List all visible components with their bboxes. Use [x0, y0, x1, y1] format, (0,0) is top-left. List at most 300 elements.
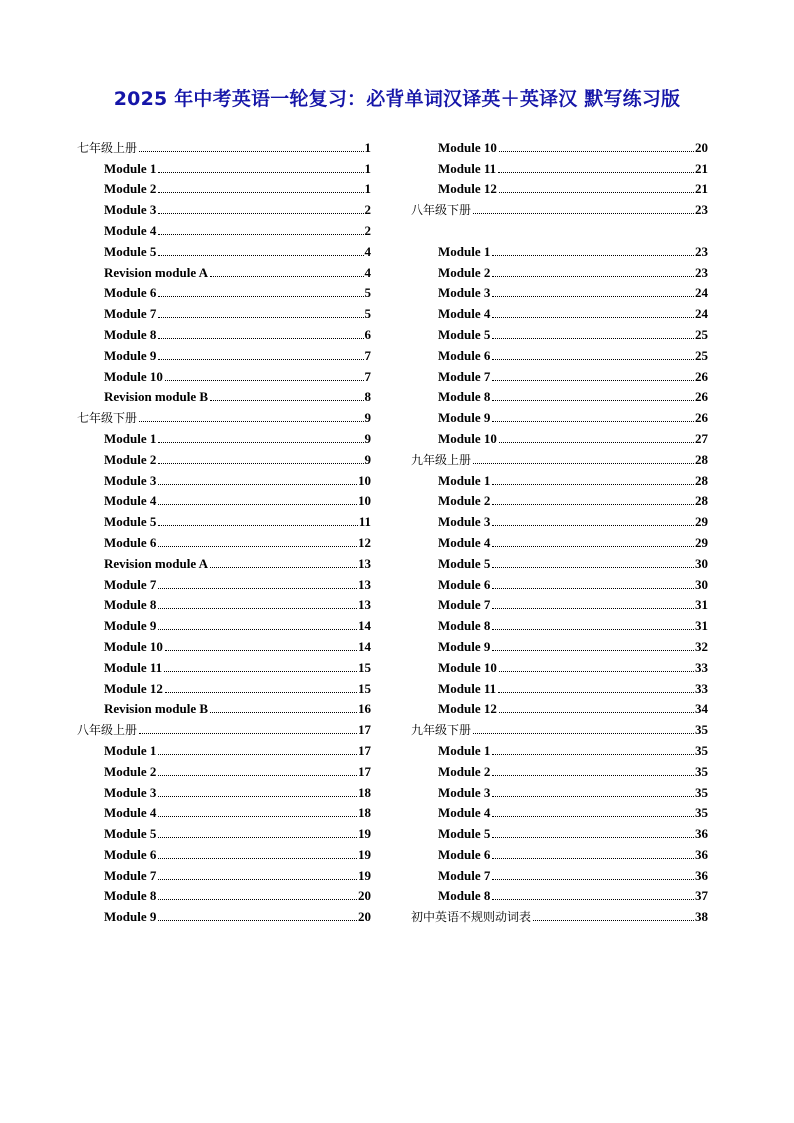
- toc-page-number: 4: [364, 243, 371, 259]
- toc-entry-label: Module 8: [104, 888, 157, 904]
- toc-dot-leader: [492, 837, 694, 838]
- toc-page-number: 13: [358, 576, 371, 592]
- toc-page-number: 2: [364, 202, 371, 218]
- toc-module-entry[interactable]: [77, 800, 371, 821]
- toc-left-column: [77, 134, 371, 924]
- toc-dot-leader: [158, 463, 363, 464]
- toc-dot-leader: [492, 296, 694, 297]
- toc-dot-leader: [158, 754, 357, 755]
- toc-entry-label: 九年级上册: [411, 452, 472, 467]
- toc-entry-label: Module 3: [438, 514, 491, 530]
- toc-section-entry[interactable]: [411, 716, 708, 737]
- toc-dot-leader: [158, 546, 357, 547]
- toc-page-number: 11: [358, 514, 371, 530]
- toc-entry-label: Module 7: [438, 867, 491, 883]
- toc-dot-leader: [499, 151, 694, 152]
- toc-dot-leader: [158, 858, 357, 859]
- toc-dot-leader: [473, 213, 694, 214]
- toc-module-entry[interactable]: [411, 779, 708, 800]
- toc-page-number: 12: [358, 534, 371, 550]
- toc-module-entry[interactable]: [411, 425, 708, 446]
- toc-module-entry[interactable]: [411, 529, 708, 550]
- toc-dot-leader: [158, 255, 363, 256]
- toc-module-entry[interactable]: [77, 883, 371, 904]
- toc-page-number: 37: [695, 888, 708, 904]
- toc-dot-leader: [492, 359, 694, 360]
- toc-page-number: 9: [364, 451, 371, 467]
- toc-section-entry[interactable]: [77, 716, 371, 737]
- toc-entry-label: Module 5: [104, 514, 157, 530]
- toc-dot-leader: [164, 671, 357, 672]
- toc-dot-leader: [210, 712, 357, 713]
- toc-page-number: 17: [358, 763, 371, 779]
- toc-dot-leader: [473, 463, 694, 464]
- toc-dot-leader: [158, 879, 357, 880]
- toc-module-entry[interactable]: [77, 425, 371, 446]
- toc-section-entry[interactable]: [77, 134, 371, 155]
- toc-module-entry[interactable]: [411, 176, 708, 197]
- toc-entry-label: Module 2: [104, 451, 157, 467]
- toc-module-entry[interactable]: [77, 300, 371, 321]
- toc-module-entry[interactable]: [411, 675, 708, 696]
- toc-module-entry[interactable]: [411, 280, 708, 301]
- toc-page-number: 23: [695, 243, 708, 259]
- toc-dot-leader: [492, 567, 694, 568]
- toc-module-entry[interactable]: [411, 820, 708, 841]
- toc-page-number: 1: [364, 160, 371, 176]
- toc-dot-leader: [492, 504, 694, 505]
- toc-module-entry[interactable]: [411, 862, 708, 883]
- toc-dot-leader: [165, 650, 357, 651]
- toc-entry-label: Module 6: [438, 347, 491, 363]
- toc-module-entry[interactable]: [77, 508, 371, 529]
- toc-entry-label: Module 10: [438, 659, 497, 675]
- toc-entry-label: Module 7: [104, 306, 157, 322]
- toc-page-number: 19: [358, 867, 371, 883]
- toc-entry-label: 八年级下册: [411, 203, 472, 218]
- toc-dot-leader: [139, 151, 363, 152]
- toc-module-entry[interactable]: [77, 155, 371, 176]
- toc-page-number: 35: [695, 742, 708, 758]
- toc-section-entry[interactable]: [411, 446, 708, 467]
- toc-module-entry[interactable]: [411, 467, 708, 488]
- toc-entry-label: Module 2: [104, 763, 157, 779]
- toc-dot-leader: [492, 879, 694, 880]
- toc-dot-leader: [139, 733, 357, 734]
- toc-entry-label: Module 3: [438, 285, 491, 301]
- toc-page-number: 23: [695, 202, 708, 218]
- toc-page-number: 14: [358, 638, 371, 654]
- toc-entry-label: Module 3: [104, 472, 157, 488]
- toc-page-number: 10: [358, 472, 371, 488]
- toc-entry-label: Module 9: [104, 909, 157, 925]
- toc-module-entry[interactable]: [411, 508, 708, 529]
- toc-page-number: 5: [364, 306, 371, 322]
- toc-page-number: 15: [358, 659, 371, 675]
- toc-entry-label: Module 2: [438, 264, 491, 280]
- toc-entry-label: Module 6: [438, 576, 491, 592]
- toc-page-number: 7: [364, 368, 371, 384]
- toc-module-entry[interactable]: [77, 779, 371, 800]
- toc-page-number: 29: [695, 514, 708, 530]
- toc-page-number: 7: [364, 347, 371, 363]
- toc-module-entry[interactable]: [77, 488, 371, 509]
- toc-dot-leader: [473, 733, 694, 734]
- toc-page-number: 32: [695, 638, 708, 654]
- toc-dot-leader: [492, 608, 694, 609]
- toc-module-entry[interactable]: [77, 446, 371, 467]
- toc-entry-label: Module 5: [104, 243, 157, 259]
- toc-entry-label: Module 5: [438, 826, 491, 842]
- toc-entry-label: Module 4: [104, 222, 157, 238]
- toc-module-entry[interactable]: [77, 342, 371, 363]
- toc-page-number: 28: [695, 472, 708, 488]
- toc-page-number: 1: [364, 181, 371, 197]
- toc-module-entry[interactable]: [77, 612, 371, 633]
- toc-entry-label: 七年级上册: [77, 140, 138, 155]
- toc-entry-label: Module 3: [104, 202, 157, 218]
- toc-entry-label: Revision module A: [104, 264, 209, 280]
- toc-module-entry[interactable]: [411, 592, 708, 613]
- toc-dot-leader: [492, 525, 694, 526]
- toc-dot-leader: [158, 608, 357, 609]
- toc-dot-leader: [158, 484, 357, 485]
- toc-module-entry[interactable]: [77, 280, 371, 301]
- toc-page-number: 21: [695, 181, 708, 197]
- toc-module-entry[interactable]: [411, 571, 708, 592]
- toc-entry-label: Revision module A: [104, 555, 209, 571]
- toc-module-entry[interactable]: [77, 903, 371, 924]
- toc-section-entry[interactable]: [77, 404, 371, 425]
- toc-entry-label: Module 6: [104, 846, 157, 862]
- toc-dot-leader: [158, 338, 363, 339]
- toc-dot-leader: [498, 172, 694, 173]
- toc-dot-leader: [492, 775, 694, 776]
- toc-module-entry[interactable]: [77, 696, 371, 717]
- toc-page-number: 36: [695, 846, 708, 862]
- toc-entry-label: Module 8: [104, 326, 157, 342]
- toc-page-number: 9: [364, 410, 371, 426]
- toc-module-entry[interactable]: [77, 384, 371, 405]
- toc-entry-label: Module 9: [438, 410, 491, 426]
- toc-module-entry[interactable]: [411, 384, 708, 405]
- toc-page-number: 33: [695, 659, 708, 675]
- toc-page-number: 6: [364, 326, 371, 342]
- toc-module-entry[interactable]: [411, 155, 708, 176]
- toc-entry-label: Module 5: [438, 326, 491, 342]
- toc-module-entry[interactable]: [411, 259, 708, 280]
- toc-dot-leader: [210, 567, 357, 568]
- toc-page-number: 26: [695, 389, 708, 405]
- toc-dot-leader: [492, 484, 694, 485]
- toc-dot-leader: [492, 588, 694, 589]
- toc-page-number: 35: [695, 805, 708, 821]
- toc-page-number: 2: [364, 222, 371, 238]
- toc-page-number: 9: [364, 430, 371, 446]
- toc-dot-leader: [492, 650, 694, 651]
- toc-module-entry[interactable]: [411, 633, 708, 654]
- toc-page-number: 8: [364, 389, 371, 405]
- toc-page-number: 4: [364, 264, 371, 280]
- toc-entry-label: Module 11: [438, 160, 497, 176]
- toc-right-column: [411, 134, 708, 924]
- toc-module-entry[interactable]: [411, 612, 708, 633]
- toc-page-number: 25: [695, 347, 708, 363]
- toc-entry-label: Module 9: [104, 618, 157, 634]
- toc-page-number: 10: [358, 493, 371, 509]
- toc-entry-label: Revision module B: [104, 701, 209, 717]
- toc-module-entry[interactable]: [411, 800, 708, 821]
- toc-page-number: 18: [358, 784, 371, 800]
- toc-entry-label: Module 2: [438, 493, 491, 509]
- toc-entry-label: Module 2: [104, 181, 157, 197]
- toc-dot-leader: [158, 213, 363, 214]
- toc-dot-leader: [499, 671, 694, 672]
- toc-dot-leader: [158, 172, 363, 173]
- toc-dot-leader: [492, 380, 694, 381]
- toc-entry-label: Module 5: [438, 555, 491, 571]
- toc-page-number: 28: [695, 451, 708, 467]
- toc-page-number: 26: [695, 368, 708, 384]
- toc-dot-leader: [498, 692, 694, 693]
- toc-page-number: 36: [695, 826, 708, 842]
- toc-page-number: 5: [364, 285, 371, 301]
- toc-entry-label: Module 7: [438, 368, 491, 384]
- toc-page-number: 20: [695, 139, 708, 155]
- toc-entry-label: Module 1: [104, 742, 157, 758]
- toc-entry-label: Module 6: [438, 846, 491, 862]
- toc-entry-label: Module 12: [438, 701, 497, 717]
- toc-dot-leader: [158, 317, 363, 318]
- toc-dot-leader: [158, 588, 357, 589]
- toc-dot-leader: [492, 796, 694, 797]
- toc-entry-label: Revision module B: [104, 389, 209, 405]
- toc-module-entry[interactable]: [77, 529, 371, 550]
- toc-entry-label: Module 9: [438, 638, 491, 654]
- toc-page-number: 24: [695, 285, 708, 301]
- toc-module-entry[interactable]: [77, 654, 371, 675]
- toc-module-entry[interactable]: [77, 217, 371, 238]
- toc-module-entry[interactable]: [77, 259, 371, 280]
- toc-page-number: 20: [358, 888, 371, 904]
- toc-dot-leader: [492, 629, 694, 630]
- toc-module-entry[interactable]: [77, 841, 371, 862]
- toc-dot-leader: [158, 629, 357, 630]
- toc-entry-label: Module 4: [438, 306, 491, 322]
- toc-module-entry[interactable]: [411, 841, 708, 862]
- toc-page-number: 19: [358, 826, 371, 842]
- toc-module-entry[interactable]: [77, 633, 371, 654]
- toc-module-entry[interactable]: [411, 134, 708, 155]
- toc-entry-label: 九年级下册: [411, 723, 472, 738]
- toc-dot-leader: [492, 858, 694, 859]
- toc-page-number: 14: [358, 618, 371, 634]
- toc-page-number: 28: [695, 493, 708, 509]
- toc-entry-label: Module 1: [104, 160, 157, 176]
- toc-module-entry[interactable]: [411, 654, 708, 675]
- toc-page-number: 36: [695, 867, 708, 883]
- toc-page-number: 13: [358, 597, 371, 613]
- toc-dot-leader: [158, 192, 363, 193]
- toc-page-number: 29: [695, 534, 708, 550]
- toc-module-entry[interactable]: [411, 488, 708, 509]
- toc-page-number: 25: [695, 326, 708, 342]
- toc-entry-label: Module 6: [104, 534, 157, 550]
- toc-dot-leader: [210, 400, 363, 401]
- toc-dot-leader: [158, 504, 357, 505]
- toc-dot-leader: [492, 546, 694, 547]
- toc-entry-label: Module 1: [438, 742, 491, 758]
- toc-page-number: 23: [695, 264, 708, 280]
- toc-module-entry[interactable]: [411, 696, 708, 717]
- toc-entry-label: Module 7: [104, 867, 157, 883]
- toc-page-number: 19: [358, 846, 371, 862]
- toc-dot-leader: [210, 276, 363, 277]
- toc-dot-leader: [158, 816, 357, 817]
- toc-module-entry[interactable]: [411, 321, 708, 342]
- toc-page-number: 31: [695, 597, 708, 613]
- toc-entry-label: Module 10: [438, 139, 497, 155]
- toc-dot-leader: [533, 920, 694, 921]
- toc-entry-label: Module 6: [104, 285, 157, 301]
- toc-module-entry[interactable]: [77, 363, 371, 384]
- toc-module-entry[interactable]: [77, 321, 371, 342]
- toc-dot-leader: [158, 525, 357, 526]
- toc-module-entry[interactable]: [411, 550, 708, 571]
- toc-entry-label: Module 11: [438, 680, 497, 696]
- toc-entry-label: Module 9: [104, 347, 157, 363]
- page-title: 2025 年中考英语一轮复习：必背单词汉译英＋英译汉 默写练习版: [113, 88, 681, 110]
- toc-dot-leader: [158, 359, 363, 360]
- toc-dot-leader: [492, 338, 694, 339]
- toc-entry-label: Module 1: [438, 243, 491, 259]
- toc-page-number: 20: [358, 909, 371, 925]
- toc-spacer: [411, 217, 708, 238]
- toc-module-entry[interactable]: [77, 758, 371, 779]
- toc-dot-leader: [492, 816, 694, 817]
- toc-module-entry[interactable]: [411, 883, 708, 904]
- toc-module-entry[interactable]: [411, 758, 708, 779]
- toc-entry-label: Module 4: [104, 493, 157, 509]
- toc-entry-label: Module 8: [438, 618, 491, 634]
- toc-entry-label: Module 4: [438, 534, 491, 550]
- toc-dot-leader: [165, 380, 364, 381]
- toc-page-number: 17: [358, 742, 371, 758]
- toc-entry-label: Module 10: [104, 368, 163, 384]
- toc-page-number: 35: [695, 722, 708, 738]
- toc-page-number: 30: [695, 555, 708, 571]
- toc-page-number: 24: [695, 306, 708, 322]
- toc-entry-label: Module 12: [438, 181, 497, 197]
- toc-module-entry[interactable]: [411, 363, 708, 384]
- toc-dot-leader: [492, 276, 694, 277]
- toc-entry-label: Module 5: [104, 826, 157, 842]
- toc-page-number: 31: [695, 618, 708, 634]
- toc-module-entry[interactable]: [411, 300, 708, 321]
- toc-entry-label: Module 8: [104, 597, 157, 613]
- toc-dot-leader: [492, 400, 694, 401]
- toc-module-entry[interactable]: [77, 467, 371, 488]
- toc-module-entry[interactable]: [77, 820, 371, 841]
- toc-entry-label: Module 3: [104, 784, 157, 800]
- toc-dot-leader: [158, 775, 357, 776]
- toc-module-entry[interactable]: [77, 571, 371, 592]
- toc-dot-leader: [165, 692, 357, 693]
- toc-module-entry[interactable]: [77, 550, 371, 571]
- toc-page-number: 15: [358, 680, 371, 696]
- toc-dot-leader: [158, 920, 357, 921]
- toc-page-number: 13: [358, 555, 371, 571]
- toc-entry-label: Module 8: [438, 389, 491, 405]
- toc-page-number: 18: [358, 805, 371, 821]
- toc-entry-label: Module 10: [438, 430, 497, 446]
- toc-module-entry[interactable]: [77, 196, 371, 217]
- toc-module-entry[interactable]: [411, 238, 708, 259]
- toc-module-entry[interactable]: [77, 737, 371, 758]
- toc-section-entry[interactable]: [411, 196, 708, 217]
- toc-module-entry[interactable]: [77, 176, 371, 197]
- toc-page-number: 1: [364, 139, 371, 155]
- toc-dot-leader: [499, 192, 694, 193]
- toc-module-entry[interactable]: [411, 404, 708, 425]
- toc-entry-label: Module 1: [104, 430, 157, 446]
- toc-section-entry[interactable]: [411, 903, 708, 924]
- toc-page-number: 30: [695, 576, 708, 592]
- toc-page-number: 34: [695, 701, 708, 717]
- toc-dot-leader: [492, 421, 694, 422]
- toc-module-entry[interactable]: [77, 862, 371, 883]
- toc-dot-leader: [158, 899, 357, 900]
- toc-entry-label: Module 7: [104, 576, 157, 592]
- toc-page-number: 17: [358, 722, 371, 738]
- toc-entry-label: 七年级下册: [77, 411, 138, 426]
- toc-module-entry[interactable]: [411, 737, 708, 758]
- toc-dot-leader: [492, 754, 694, 755]
- toc-page-number: 16: [358, 701, 371, 717]
- toc-entry-label: Module 8: [438, 888, 491, 904]
- toc-dot-leader: [158, 296, 363, 297]
- toc-module-entry[interactable]: [411, 342, 708, 363]
- toc-page-number: 35: [695, 763, 708, 779]
- toc-module-entry[interactable]: [77, 592, 371, 613]
- toc-page-number: 35: [695, 784, 708, 800]
- toc-entry-label: Module 12: [104, 680, 163, 696]
- toc-dot-leader: [158, 796, 357, 797]
- toc-entry-label: Module 4: [104, 805, 157, 821]
- toc-dot-leader: [492, 255, 694, 256]
- toc-dot-leader: [139, 421, 363, 422]
- toc-page-number: 26: [695, 410, 708, 426]
- toc-entry-label: Module 11: [104, 659, 163, 675]
- toc-page-number: 33: [695, 680, 708, 696]
- toc-entry-label: Module 3: [438, 784, 491, 800]
- toc-entry-label: Module 7: [438, 597, 491, 613]
- toc-dot-leader: [492, 899, 694, 900]
- toc-dot-leader: [158, 234, 363, 235]
- toc-page-number: 38: [695, 909, 708, 925]
- toc-entry-label: 八年级上册: [77, 723, 138, 738]
- toc-dot-leader: [492, 317, 694, 318]
- toc-dot-leader: [158, 442, 363, 443]
- toc-module-entry[interactable]: [77, 675, 371, 696]
- toc-entry-label: Module 10: [104, 638, 163, 654]
- toc-module-entry[interactable]: [77, 238, 371, 259]
- toc-dot-leader: [499, 712, 694, 713]
- toc-entry-label: Module 1: [438, 472, 491, 488]
- toc-entry-label: Module 4: [438, 805, 491, 821]
- toc-page-number: 27: [695, 430, 708, 446]
- toc-page-number: 21: [695, 160, 708, 176]
